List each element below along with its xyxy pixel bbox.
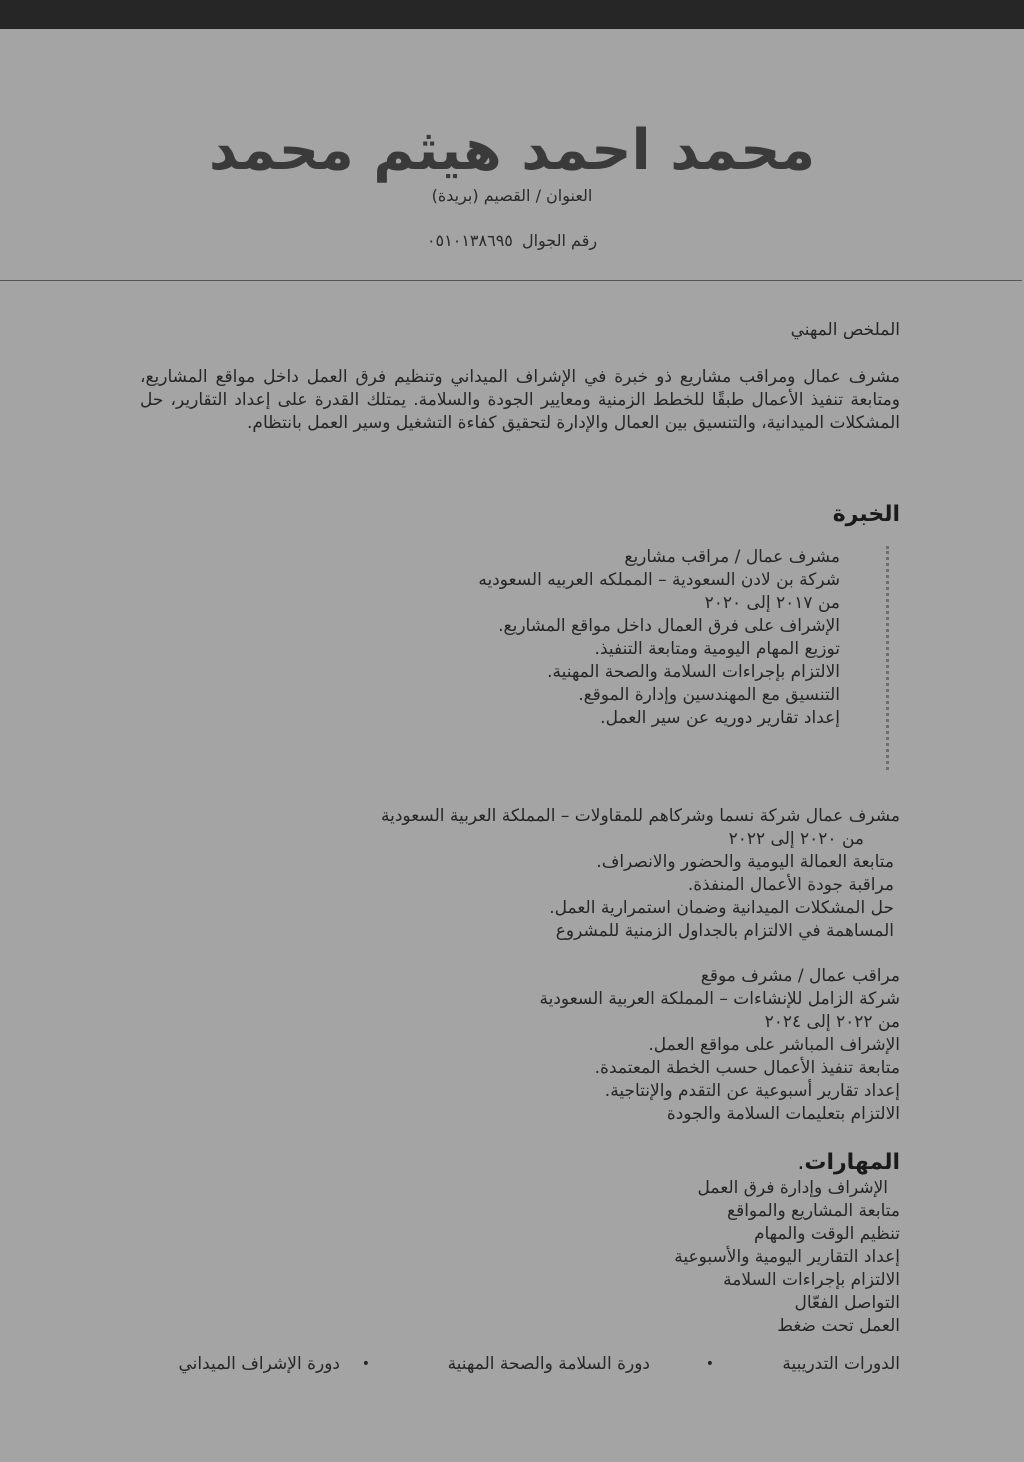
course-item: دورة السلامة والصحة المهنية bbox=[447, 1354, 650, 1374]
skill-item: إعداد التقارير اليومية والأسبوعية bbox=[674, 1247, 900, 1267]
cv-name: محمد احمد هيثم محمد bbox=[208, 118, 816, 183]
job-1-duty: توزيع المهام اليومية ومتابعة التنفيذ. bbox=[594, 639, 840, 659]
skills-title-dot: . bbox=[797, 1150, 805, 1175]
skills-list bbox=[674, 1177, 900, 1338]
course-item: دورة الإشراف الميداني bbox=[178, 1354, 340, 1374]
job-1-period: من ٢٠١٧ إلى ٢٠٢٠ bbox=[704, 593, 840, 613]
job-3-duty: متابعة تنفيذ الأعمال حسب الخطة المعتمدة. bbox=[594, 1058, 900, 1078]
cv-phone bbox=[0, 231, 1024, 250]
job-2-duty: متابعة العمالة اليومية والحضور والانصراف. bbox=[596, 852, 894, 872]
job-2-period: من ٢٠٢٠ إلى ٢٠٢٢ bbox=[728, 829, 864, 849]
bullet-icon: • bbox=[361, 1356, 370, 1372]
job-3-duty: الإشراف المباشر على مواقع العمل. bbox=[648, 1035, 900, 1055]
job-3-period: من ٢٠٢٢ إلى ٢٠٢٤ bbox=[764, 1012, 900, 1032]
courses-row bbox=[160, 1354, 900, 1380]
cv-address: العنوان / القصيم (بريدة) bbox=[431, 186, 593, 205]
phone-label: رقم الجوال bbox=[521, 231, 598, 250]
skill-item: متابعة المشاريع والمواقع bbox=[727, 1201, 900, 1221]
skill-item: العمل تحت ضغط bbox=[777, 1316, 900, 1336]
header-divider bbox=[0, 280, 1022, 281]
job-2-title-company: مشرف عمال شركة نسما وشركاهم للمقاولات – المملكة العربية السعودية bbox=[381, 806, 900, 826]
skill-item: الالتزام بإجراءات السلامة bbox=[723, 1270, 900, 1290]
job-3-duty: الالتزام بتعليمات السلامة والجودة bbox=[666, 1104, 900, 1124]
job-1-title: مشرف عمال / مراقب مشاريع bbox=[624, 547, 840, 567]
skill-item: الإشراف وإدارة فرق العمل bbox=[697, 1178, 888, 1198]
experience-title: الخبرة bbox=[832, 502, 900, 527]
job-1-company: شركة بن لادن السعودية – المملكه العربيه السعوديه bbox=[478, 570, 840, 590]
summary-title: الملخص المهني bbox=[790, 320, 900, 340]
skills-title bbox=[797, 1150, 900, 1175]
job-3-duty: إعداد تقارير أسبوعية عن التقدم والإنتاجية. bbox=[604, 1081, 900, 1101]
job-1-duty: الإشراف على فرق العمال داخل مواقع المشاريع. bbox=[498, 616, 840, 636]
job-1-duty: التنسيق مع المهندسين وإدارة الموقع. bbox=[578, 685, 840, 705]
job-1-duty: إعداد تقارير دوريه عن سير العمل. bbox=[600, 708, 840, 728]
job-entry-1 bbox=[478, 546, 840, 730]
job-1-dotted-divider bbox=[886, 546, 889, 770]
skill-item: التواصل الفعّال bbox=[794, 1293, 900, 1313]
summary-text: مشرف عمال ومراقب مشاريع ذو خبرة في الإشراف الميداني وتنظيم فرق العمل داخل مواقع المشاريع، ومتابعة تنفيذ الأعمال طبقًا للخطط الزمنية ومعايير الجودة والسلامة. يمتلك القدرة على إعداد التقارير، حل المشكلات الميدانية، والتنسيق بين العمال والإدارة لتحقيق كفاءة التشغيل وسير العمل بانتظام. bbox=[140, 367, 900, 433]
job-1-duty: الالتزام بإجراءات السلامة والصحة المهنية. bbox=[547, 662, 840, 682]
skill-item: تنظيم الوقت والمهام bbox=[753, 1224, 900, 1244]
job-2-duty: مراقبة جودة الأعمال المنفذة. bbox=[687, 875, 894, 895]
job-3-title: مراقب عمال / مشرف موقع bbox=[700, 966, 900, 986]
skills-title-text: المهارات bbox=[804, 1150, 900, 1175]
job-2-duty: حل المشكلات الميدانية وضمان استمرارية العمل. bbox=[549, 898, 894, 918]
job-2-duty: المساهمة في الالتزام بالجداول الزمنية للمشروع bbox=[555, 921, 894, 941]
job-entry-3 bbox=[540, 965, 900, 1126]
job-entry-2 bbox=[381, 805, 900, 943]
phone-number: ٠٥١٠١٣٨٦٩٥ bbox=[426, 231, 513, 250]
courses-label: الدورات التدريبية bbox=[782, 1354, 900, 1374]
job-3-company: شركة الزامل للإنشاءات – المملكة العربية السعودية bbox=[539, 989, 900, 1009]
top-bar bbox=[0, 0, 1024, 29]
bullet-icon: • bbox=[705, 1356, 714, 1372]
